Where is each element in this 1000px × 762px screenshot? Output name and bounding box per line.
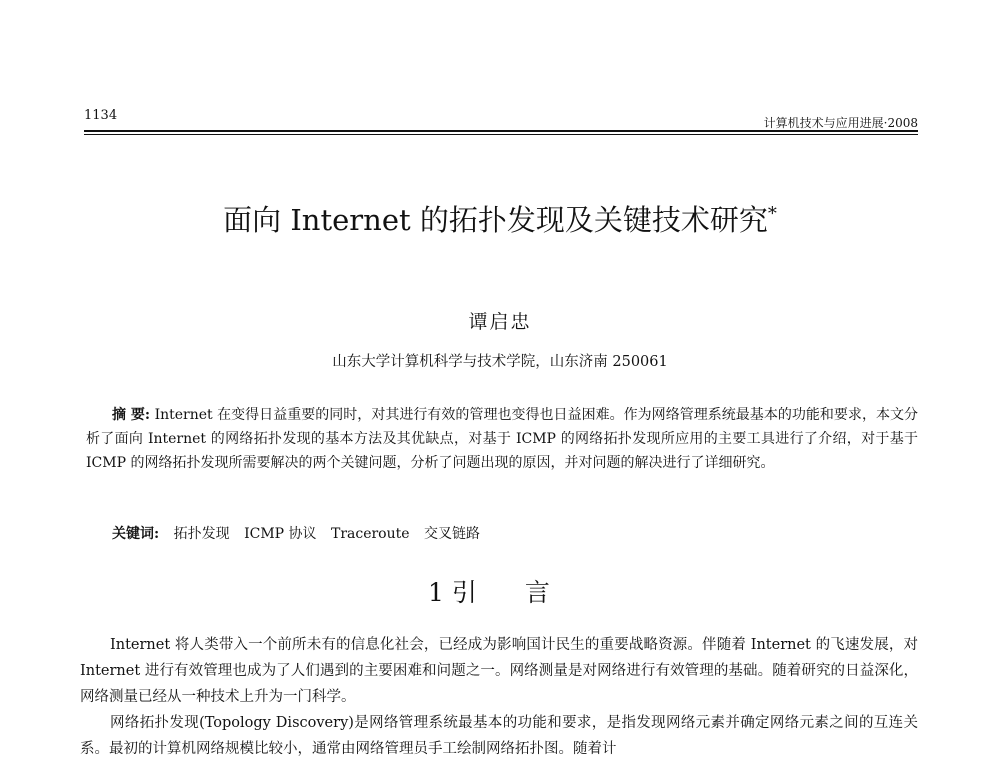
paragraph: 网络拓扑发现(Topology Discovery)是网络管理系统最基本的功能和要求，是指发现网络元素并确定网络元素之间的互连关系。最初的计算机网络规模比较小，通常由网络管理员手工绘制网络拓扑图。随着计 [80, 715, 918, 757]
keyword-item: ICMP 协议 [244, 526, 317, 542]
paragraph: Internet 将人类带入一个前所未有的信息化社会，已经成为影响国计民生的重要战略资源。伴随着 Internet 的飞速发展，对 Internet 进行有效管理也成为了人们遇到的主要困难和问题之一。网络测量是对网络进行有效管理的基础。随着研究的日益深化，网络测量已经从一种技术上升为一门科学。 [80, 637, 918, 705]
paper-title-text: 面向 Internet 的拓扑发现及关键技术研究 [223, 203, 768, 237]
title-footnote-marker: * [767, 203, 777, 225]
author-affiliation: 山东大学计算机科学与技术学院，山东济南 250061 [332, 354, 668, 370]
journal-name: 计算机技术与应用进展·2008 [763, 116, 918, 130]
keyword-item: 拓扑发现 [173, 526, 230, 542]
header-rule-thin [84, 134, 918, 135]
abstract-label: 摘 要: [112, 407, 151, 423]
body-text [80, 632, 918, 762]
page-number: 1134 [84, 108, 118, 123]
paper-title [0, 198, 1000, 239]
keywords-label: 关键词: [112, 526, 160, 542]
section-title-part: 引 [451, 578, 477, 607]
abstract [86, 403, 918, 475]
header-rule-thick [84, 130, 918, 132]
keyword-item: Traceroute [330, 526, 410, 542]
section-number: 1 [428, 578, 444, 607]
section-heading [428, 573, 550, 609]
section-title-part: 言 [524, 578, 550, 607]
keywords [112, 523, 480, 543]
abstract-text: Internet 在变得日益重要的同时，对其进行有效的管理也变得也日益困难。作为网络管理系统最基本的功能和要求，本文分析了面向 Internet 的网络拓扑发现的基本方法及其优缺点，对基于 ICMP 的网络拓扑发现所应用的主要工具进行了介绍，对于基于 ICMP 的网络拓扑发现所需要解决的两个关键问题，分析了问题出现的原因，并对问题的解决进行了详细研究。 [86, 407, 919, 471]
keyword-item: 交叉链路 [424, 526, 480, 542]
author-name: 谭启忠 [468, 311, 532, 333]
